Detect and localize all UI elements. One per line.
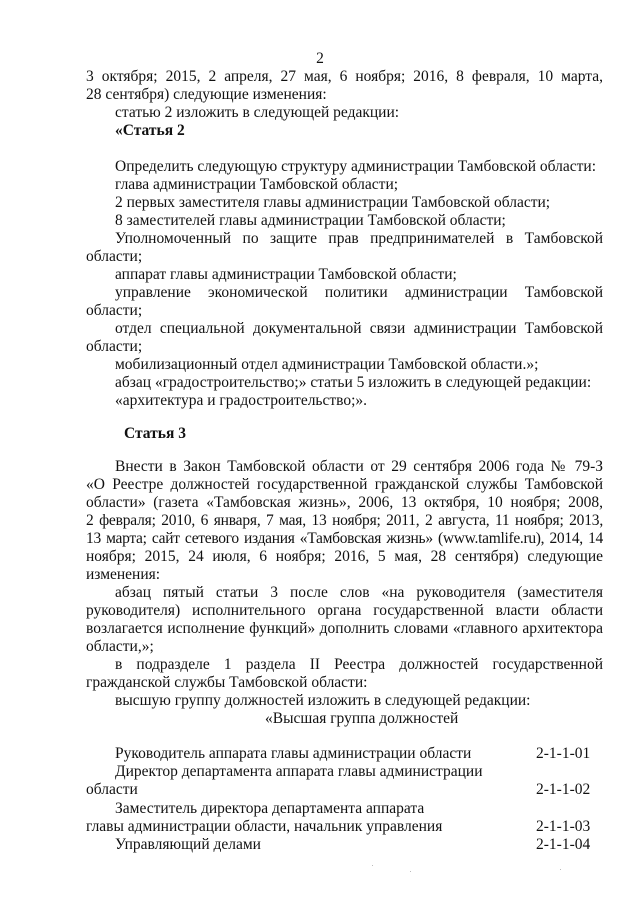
text-line: абзац пятый статьи 3 после слов «на руководителя (заместителя — [115, 584, 603, 601]
table-heading: «Высшая группа должностей — [265, 710, 459, 727]
text-line: ноября; 2015, 24 июля, 6 ноября; 2016, 5 мая, 28 сентября) следующие — [86, 548, 603, 565]
position-code: 2-1-1-04 — [536, 836, 591, 853]
text-line: отдел специальной документальной связи администрации Тамбовской — [115, 320, 603, 337]
text-line: в подразделе 1 раздела II Реестра должностей государственной — [115, 656, 603, 673]
text-line: «архитектура и градостроительство;». — [115, 392, 368, 409]
text-line: возлагается исполнение функций» дополнить словами «главного архитектора — [86, 620, 603, 637]
position-name-continuation: области — [86, 781, 138, 798]
article-heading: Статья 3 — [124, 425, 186, 442]
text-line: 2 февраля; 2010, 6 января, 7 мая, 13 ноября; 2011, 2 августа, 11 ноября; 2013, — [86, 512, 603, 529]
text-line: гражданской службы Тамбовской области: — [86, 674, 368, 691]
text-line: абзац «градостроительство;» статьи 5 изложить в следующей редакции: — [115, 374, 592, 391]
position-name: Заместитель директора департамента аппарата — [115, 800, 425, 817]
text-line: «О Реестре должностей государственной гражданской службы Тамбовской — [86, 476, 603, 493]
position-name: Директор департамента аппарата главы администрации — [115, 763, 483, 780]
text-line: статью 2 изложить в следующей редакции: — [115, 104, 400, 121]
text-line: области,»; — [86, 638, 154, 655]
position-name: Руководитель аппарата главы администрации области — [115, 745, 472, 762]
text-line: области» (газета «Тамбовская жизнь», 2006, 13 октября, 10 ноября; 2008, — [86, 494, 603, 511]
scan-speck — [560, 869, 561, 870]
text-line: управление экономической политики администрации Тамбовской — [115, 284, 603, 301]
text-line: руководителя) исполнительного органа государственной власти области — [86, 602, 603, 619]
text-line: области; — [86, 338, 143, 355]
position-code: 2-1-1-02 — [536, 781, 591, 798]
article-heading: «Статья 2 — [115, 122, 185, 139]
text-line: 13 марта; сайт сетевого издания «Тамбовская жизнь» (www.tamlife.ru), 2014, 14 — [86, 530, 603, 547]
text-line: 8 заместителей главы администрации Тамбовской области; — [115, 212, 506, 229]
text-line: области; — [86, 302, 143, 319]
text-line: 3 октября; 2015, 2 апреля, 27 мая, 6 ноября; 2016, 8 февраля, 10 марта, — [86, 68, 603, 85]
page-number: 2 — [316, 50, 324, 67]
text-line: глава администрации Тамбовской области; — [115, 176, 399, 193]
text-line: Определить следующую структуру администрации Тамбовской области: — [115, 158, 597, 175]
position-code: 2-1-1-01 — [536, 745, 591, 762]
position-name-continuation: главы администрации области, начальник управления — [86, 818, 443, 835]
text-line: Внести в Закон Тамбовской области от 29 сентября 2006 года № 79-З — [115, 458, 603, 475]
text-line: изменения: — [86, 566, 161, 583]
text-line: мобилизационный отдел администрации Тамбовской области.»; — [115, 356, 539, 373]
text-line: 2 первых заместителя главы администрации Тамбовской области; — [115, 194, 551, 211]
text-line: 28 сентября) следующие изменения: — [86, 86, 327, 103]
scan-speck — [372, 865, 373, 866]
text-line: аппарат главы администрации Тамбовской области; — [115, 266, 457, 283]
scan-speck — [410, 871, 411, 872]
text-line: области; — [86, 248, 143, 265]
text-line: высшую группу должностей изложить в следующей редакции: — [115, 692, 531, 709]
position-name: Управляющий делами — [115, 836, 261, 853]
text-line: Уполномоченный по защите прав предпринимателей в Тамбовской — [115, 230, 603, 247]
position-code: 2-1-1-03 — [536, 818, 591, 835]
